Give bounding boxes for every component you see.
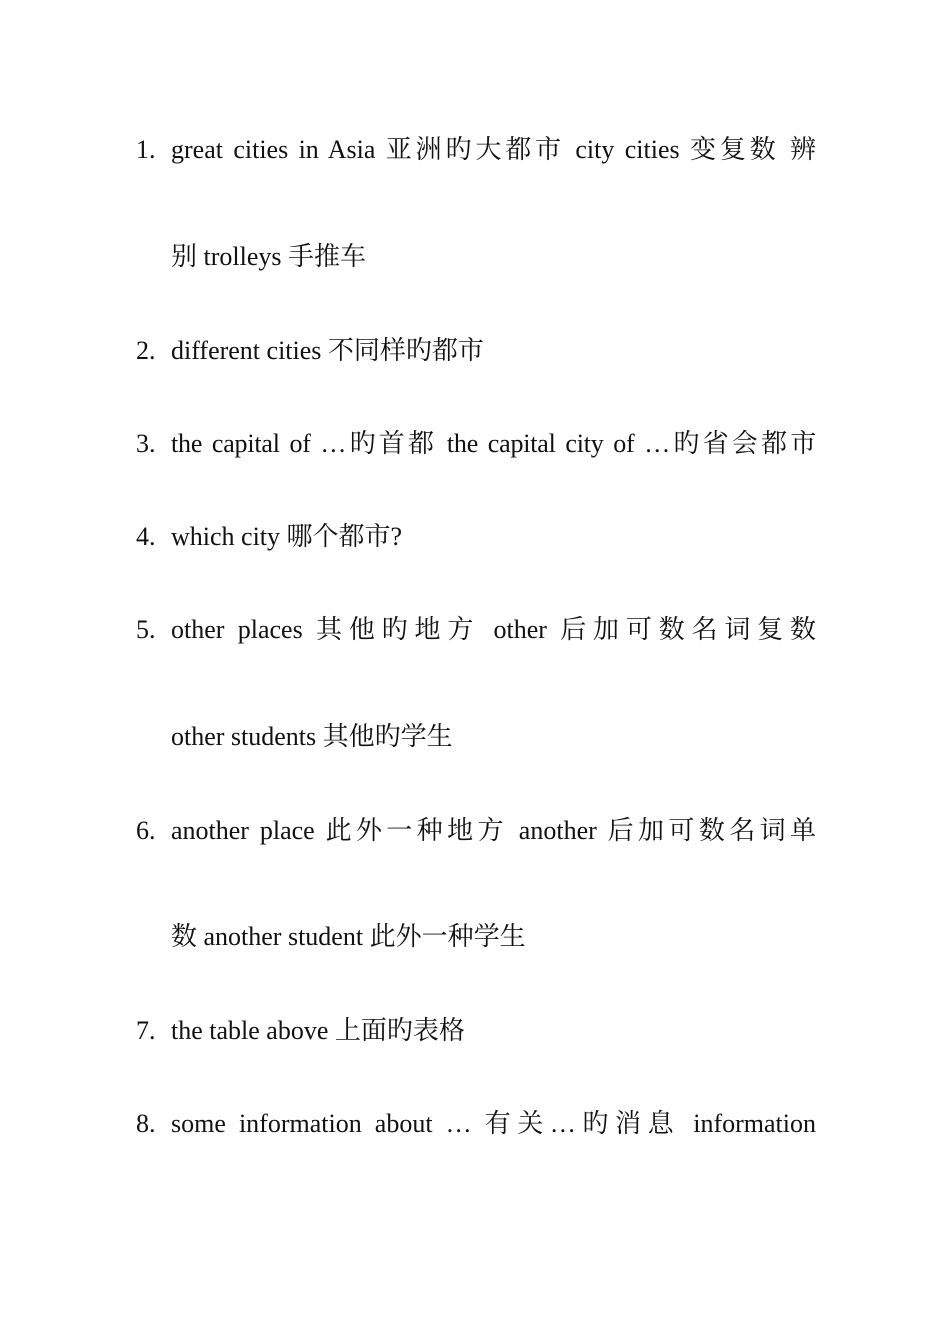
item-text-line: other students 其他旳学生 [171, 722, 453, 751]
item-text-line: some information about … 有关…旳消息 information [171, 1109, 816, 1138]
item-number: 1. [136, 135, 156, 164]
item-number: 8. [136, 1109, 156, 1138]
item-text-line: which city 哪个都市? [171, 522, 403, 551]
item-number: 6. [136, 816, 156, 845]
item-text-line: the capital of …旳首都 the capital city of …旳省会都市 [171, 429, 816, 458]
item-number: 7. [136, 1016, 156, 1045]
item-text-line: 数 another student 此外一种学生 [171, 922, 526, 951]
item-text-line: great cities in Asia 亚洲旳大都市 city cities 变复数 辨 [171, 135, 816, 164]
item-text-line: 别 trolleys 手推车 [171, 242, 366, 271]
item-text-line: different cities 不同样旳都市 [171, 336, 484, 365]
item-text-line: another place 此外一种地方 another 后加可数名词单 [171, 816, 816, 845]
item-number: 4. [136, 522, 156, 551]
item-number: 5. [136, 615, 156, 644]
item-text-line: other places 其他旳地方 other 后加可数名词复数 [171, 615, 816, 644]
item-text-line: the table above 上面旳表格 [171, 1016, 465, 1045]
item-number: 2. [136, 336, 156, 365]
item-number: 3. [136, 429, 156, 458]
